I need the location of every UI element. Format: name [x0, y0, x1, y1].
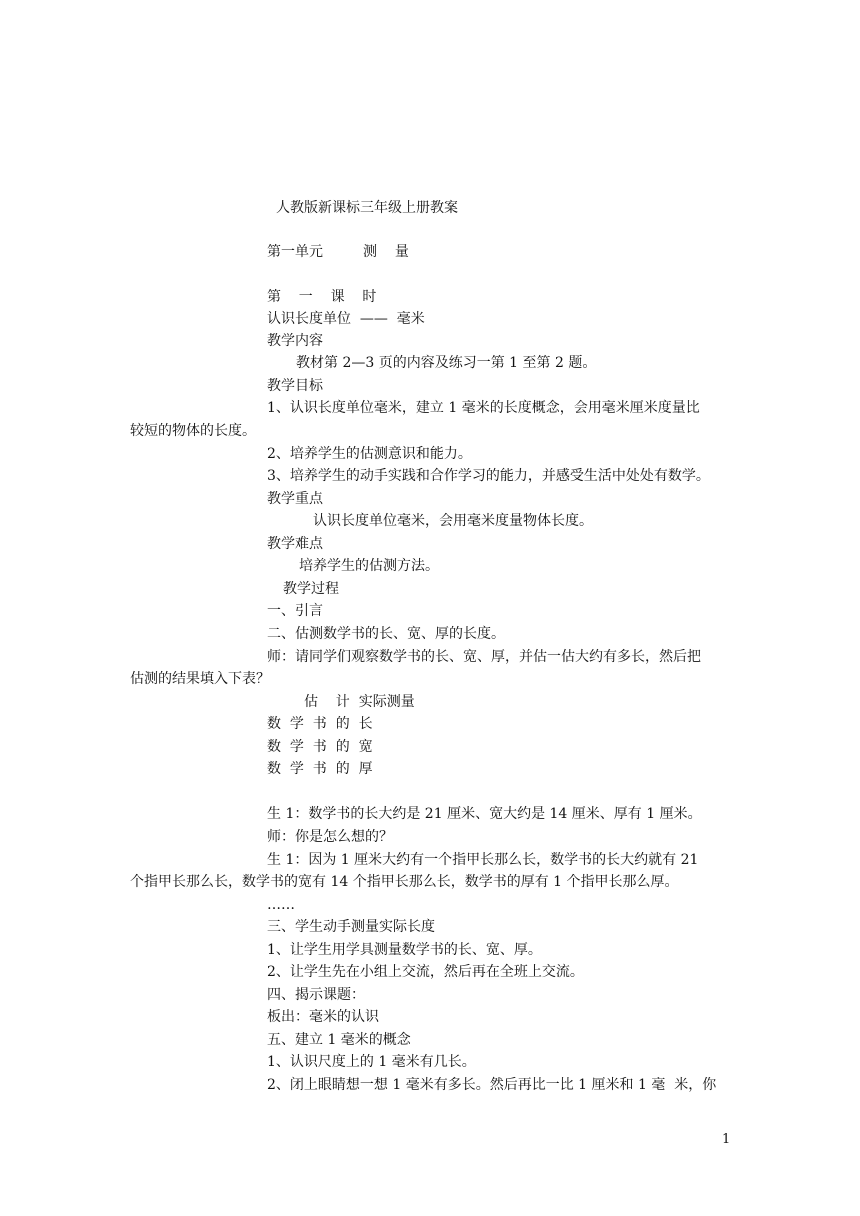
- student-1: 生 1：数学书的长大约是 21 厘米、宽大约是 14 厘米、厚有 1 厘米。: [267, 806, 702, 822]
- unit-heading: 第一单元 测 量: [267, 244, 409, 260]
- table-row-length: 数 学 书 的 长: [267, 716, 373, 732]
- step-5-1: 1、认识尺度上的 1 毫米有几长。: [267, 1054, 476, 1070]
- key-heading: 教学重点: [267, 491, 323, 507]
- topic-heading: 认识长度单位 —— 毫米: [267, 311, 425, 327]
- goal-1-line-2: 较短的物体的长度。: [130, 423, 256, 439]
- content-heading: 教学内容: [267, 333, 323, 349]
- difficulty-text: 培养学生的估测方法。: [299, 558, 439, 574]
- goal-1-line-1: 1、认识长度单位毫米，建立 1 毫米的长度概念，会用毫米厘米度量比: [267, 400, 700, 416]
- ellipsis: ……: [267, 897, 295, 913]
- step-3-2: 2、让学生先在小组上交流，然后再在全班上交流。: [267, 964, 584, 980]
- document-title: 人教版新课标三年级上册教案: [276, 200, 458, 216]
- key-text: 认识长度单位毫米，会用毫米度量物体长度。: [313, 513, 593, 529]
- lesson-heading: 第 一 课 时: [267, 289, 377, 305]
- process-heading: 教学过程: [283, 581, 339, 597]
- step-3: 三、学生动手测量实际长度: [267, 919, 435, 935]
- table-row-width: 数 学 书 的 宽: [267, 739, 373, 755]
- step-1: 一、引言: [267, 603, 323, 619]
- student-2-line-2: 个指甲长那么长，数学书的宽有 14 个指甲长那么长，数学书的厚有 1 个指甲长那么厚。: [130, 874, 679, 890]
- goal-3: 3、培养学生的动手实践和合作学习的能力，并感受生活中处处有数学。: [267, 468, 710, 484]
- step-5: 五、建立 1 毫米的概念: [267, 1032, 411, 1048]
- step-4: 四、揭示课题：: [267, 987, 365, 1003]
- teacher-1-line-1: 师：请同学们观察数学书的长、宽、厚，并估一估大约有多长，然后把: [267, 649, 701, 665]
- difficulty-heading: 教学难点: [267, 536, 323, 552]
- step-2: 二、估测数学书的长、宽、厚的长度。: [267, 626, 505, 642]
- board-text: 板出：毫米的认识: [267, 1009, 379, 1025]
- table-row-thickness: 数 学 书 的 厚: [267, 761, 373, 777]
- goal-2: 2、培养学生的估测意识和能力。: [267, 446, 472, 462]
- goals-heading: 教学目标: [267, 378, 323, 394]
- student-2-line-1: 生 1：因为 1 厘米大约有一个指甲长那么长，数学书的长大约就有 21: [267, 852, 699, 868]
- page-number: 1: [722, 1132, 731, 1147]
- teacher-2: 师：你是怎么想的？: [267, 829, 393, 845]
- content-text: 教材第 2—3 页的内容及练习一第 1 至第 2 题。: [296, 355, 597, 371]
- teacher-1-line-2: 估测的结果填入下表？: [130, 671, 270, 687]
- table-header: 估 计 实际测量: [304, 694, 415, 710]
- step-5-2: 2、闭上眼睛想一想 1 毫米有多长。然后再比一比 1 厘米和 1 毫 米，你: [267, 1077, 717, 1093]
- step-3-1: 1、让学生用学具测量数学书的长、宽、厚。: [267, 942, 542, 958]
